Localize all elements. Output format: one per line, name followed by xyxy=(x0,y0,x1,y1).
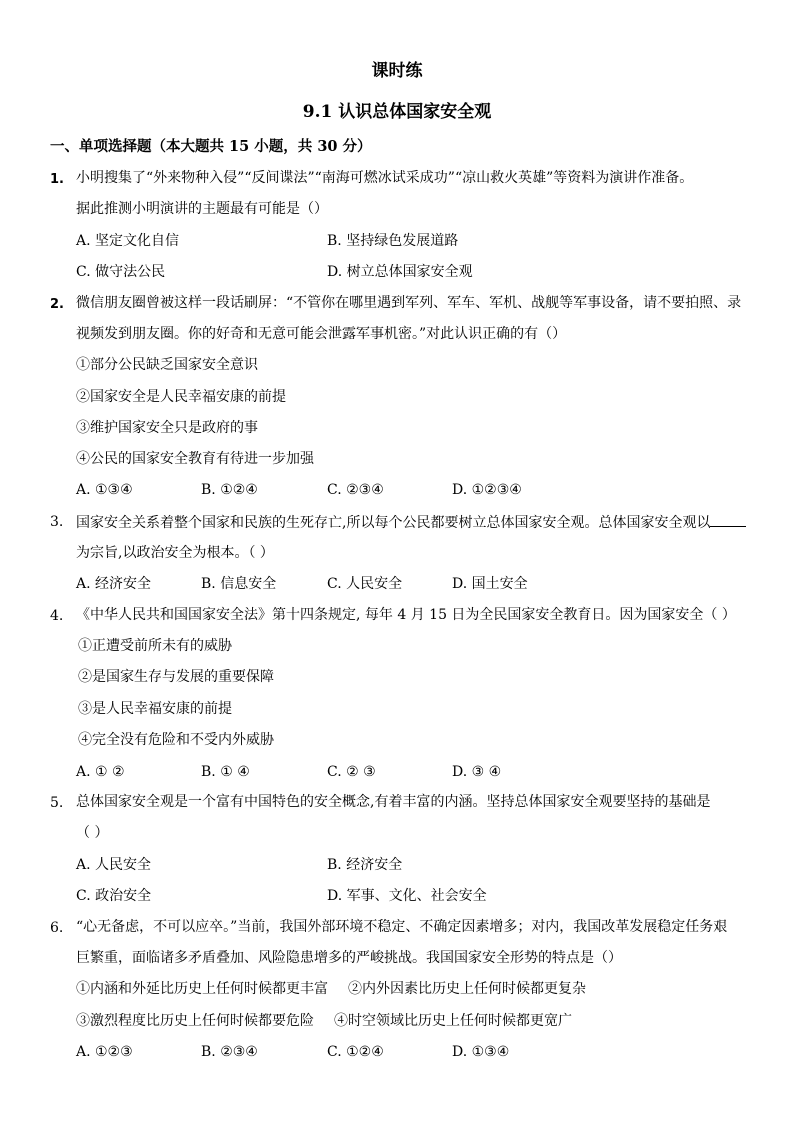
question-text-line: 总体国家安全观是一个富有中国特色的安全概念,有着丰富的内涵。坚持总体国家安全观要坚持的基础是 xyxy=(76,794,711,810)
question-number: 2. xyxy=(50,297,64,312)
question-text-line: 小明搜集了“外来物种入侵”“反间谍法”“南海可燃冰试采成功”“凉山救火英雄”等资料为演讲作准备。 xyxy=(76,170,694,186)
statement: ④完全没有危险和不受内外威胁 xyxy=(78,732,274,748)
statement: ③是人民幸福安康的前提 xyxy=(78,701,232,717)
option-a[interactable]: A. 经济安全 xyxy=(76,576,152,592)
section-heading: 一、单项选择题（本大题共 15 小题，共 30 分） xyxy=(50,138,372,155)
option-a[interactable]: A. ①③④ xyxy=(76,482,133,498)
question-number: 1. xyxy=(50,172,64,187)
statement: ④时空领域比历史上任何时候都更宽广 xyxy=(334,1013,572,1029)
question-text-line: “心无备虑，不可以应卒。”当前，我国外部环境不稳定、不确定因素增多；对内，我国改革发展稳定任务艰 xyxy=(76,919,728,935)
statement: ①正遭受前所未有的威胁 xyxy=(78,638,232,654)
question-text-line: 为宗旨,以政治安全为根本。（ ） xyxy=(76,545,274,561)
option-c[interactable]: C. ②③④ xyxy=(327,482,384,498)
statement: ②是国家生存与发展的重要保障 xyxy=(78,669,274,685)
option-b[interactable]: B. ②③④ xyxy=(201,1044,258,1060)
option-c[interactable]: C. ② ③ xyxy=(327,764,376,780)
option-d[interactable]: D. 国土安全 xyxy=(452,576,528,592)
statement: ④公民的国家安全教育有待进一步加强 xyxy=(76,451,314,467)
option-a[interactable]: A. ① ② xyxy=(76,764,125,780)
statement: ①内涵和外延比历史上任何时候都更丰富 xyxy=(76,981,328,997)
option-b[interactable]: B. 经济安全 xyxy=(327,857,403,873)
option-b[interactable]: B. 坚持绿色发展道路 xyxy=(327,233,459,249)
option-b[interactable]: B. 信息安全 xyxy=(201,576,277,592)
statement: ②内外因素比历史上任何时候都更复杂 xyxy=(348,981,586,997)
option-a[interactable]: A. 坚定文化自信 xyxy=(76,233,180,249)
option-d[interactable]: D. 军事、文化、社会安全 xyxy=(327,888,487,904)
option-c[interactable]: C. ①②④ xyxy=(327,1044,384,1060)
statement: ②国家安全是人民幸福安康的前提 xyxy=(76,389,286,405)
option-b[interactable]: B. ①②④ xyxy=(201,482,258,498)
option-d[interactable]: D. ①②③④ xyxy=(452,482,522,498)
page-title: 课时练 xyxy=(371,61,423,81)
statement: ③激烈程度比历史上任何时候都要危险 xyxy=(76,1013,314,1029)
question-number: 4. xyxy=(50,608,64,624)
question-text-line: 巨繁重，面临诸多矛盾叠加、风险隐患增多的严峻挑战。我国国家安全形势的特点是（） xyxy=(76,950,622,966)
question-number: 3. xyxy=(50,514,64,530)
option-a[interactable]: A. 人民安全 xyxy=(76,857,152,873)
statement: ③维护国家安全只是政府的事 xyxy=(76,420,258,436)
question-number: 6. xyxy=(50,920,64,936)
question-text-line: 《中华人民共和国国家安全法》第十四条规定, 每年 4 月 15 日为全民国家安全教育日。因为国家安全（ ） xyxy=(76,607,736,623)
statement: ①部分公民缺乏国家安全意识 xyxy=(76,357,258,373)
option-d[interactable]: D. 树立总体国家安全观 xyxy=(327,264,473,280)
option-c[interactable]: C. 做守法公民 xyxy=(76,264,166,280)
question-text-line: （ ） xyxy=(76,825,109,841)
page-subtitle: 9.1 认识总体国家安全观 xyxy=(302,102,492,122)
option-c[interactable]: C. 人民安全 xyxy=(327,576,403,592)
option-d[interactable]: D. ③ ④ xyxy=(452,764,502,780)
option-d[interactable]: D. ①③④ xyxy=(452,1044,510,1060)
question-text-line: 微信朋友圈曾被这样一段话刷屏：“不管你在哪里遇到军列、军车、军机、战舰等军事设备，请不要拍照、录 xyxy=(76,295,742,311)
question-number: 5. xyxy=(50,795,64,811)
option-b[interactable]: B. ① ④ xyxy=(201,764,250,780)
option-c[interactable]: C. 政治安全 xyxy=(76,888,152,904)
option-a[interactable]: A. ①②③ xyxy=(76,1044,133,1060)
question-text: 国家安全关系着整个国家和民族的生死存亡,所以每个公民都要树立总体国家安全观。总体国家安全观以 xyxy=(76,515,711,531)
question-text-line xyxy=(76,512,746,533)
question-text-line: 据此推测小明演讲的主题最有可能是（） xyxy=(76,201,328,217)
question-text-line: 视频发到朋友圈。你的好奇和无意可能会泄露军事机密。”对此认识正确的有（） xyxy=(76,326,567,342)
answer-blank[interactable] xyxy=(710,512,746,527)
